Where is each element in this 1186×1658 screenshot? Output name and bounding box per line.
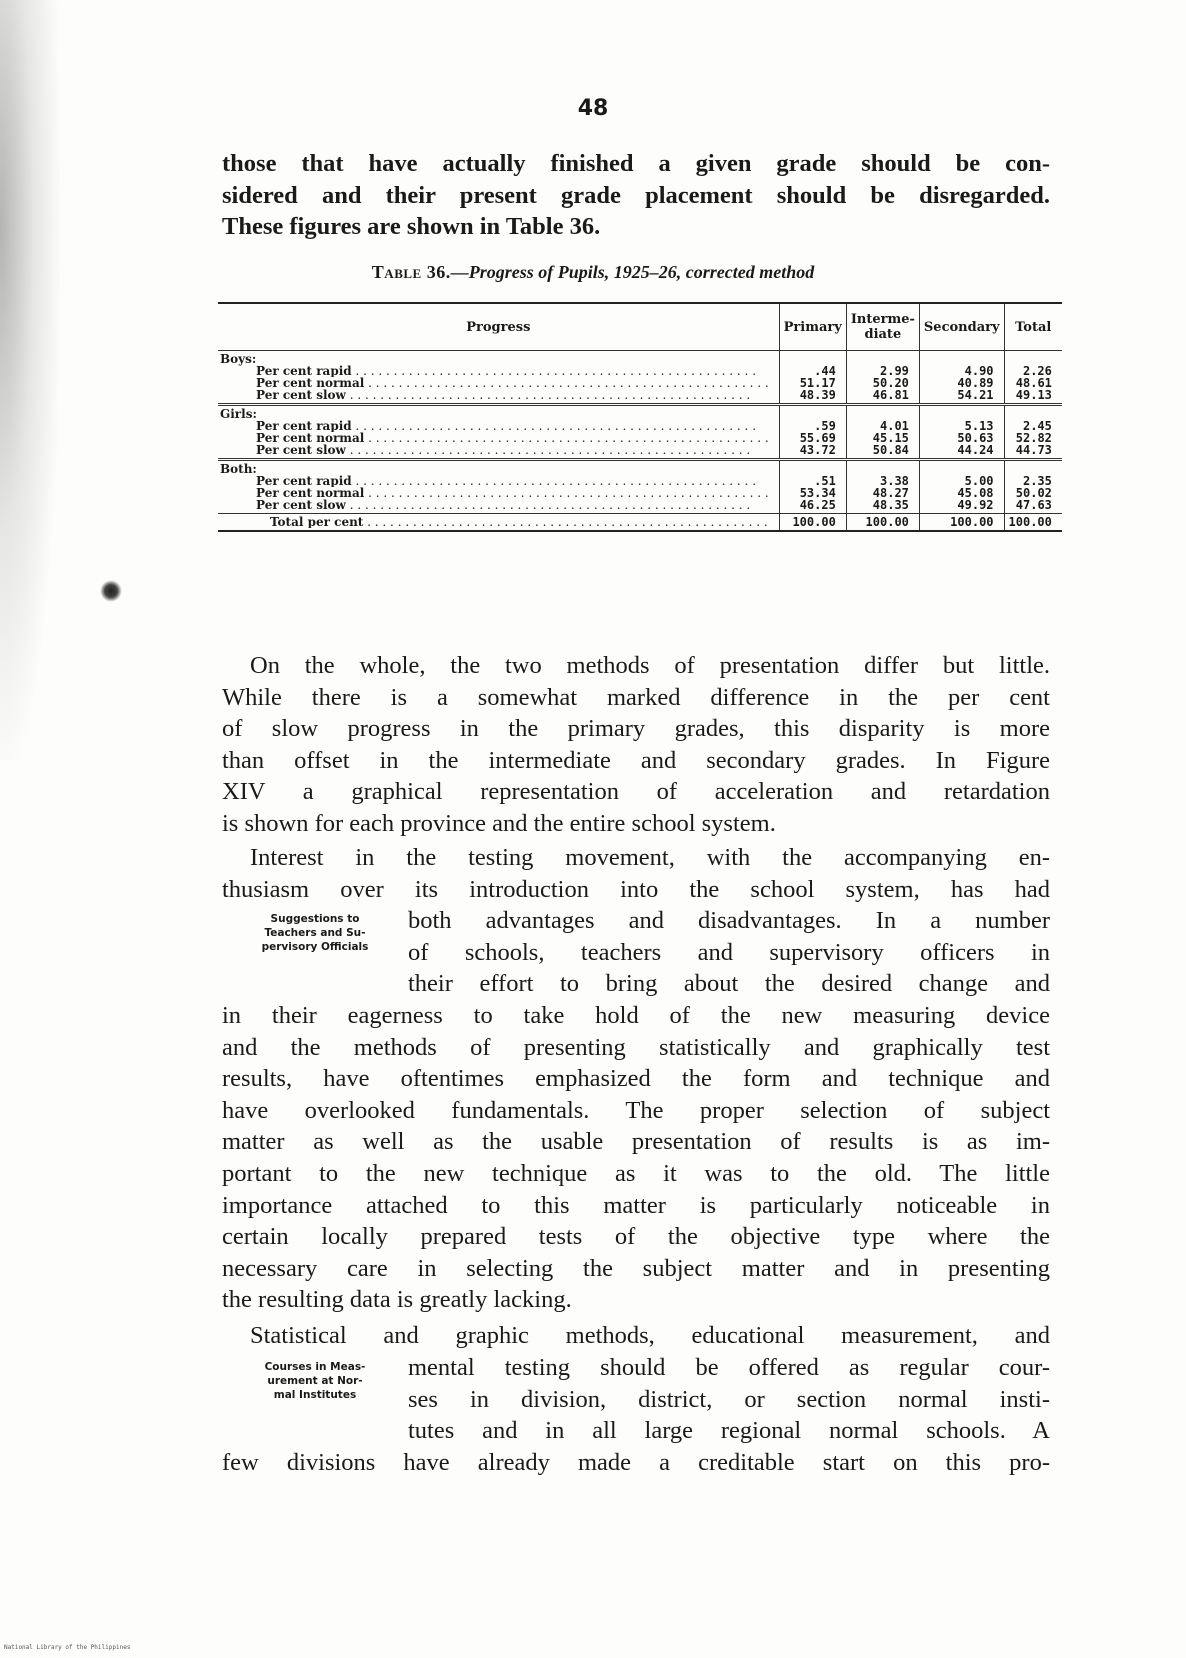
text-line: necessary care in selecting the subject matter and in presenting (222, 1254, 1050, 1282)
col-header-total: Total (1004, 303, 1062, 351)
table-cell: .59 (814, 419, 836, 433)
total-label: Total per cent . . . (220, 516, 769, 528)
ink-blot (100, 580, 122, 602)
table-cell: 48.35 (872, 498, 909, 512)
table-cell: 50.20 (872, 376, 909, 390)
margin-note-line: pervisory Officials (261, 941, 369, 953)
paragraph-testing-top (222, 842, 1050, 905)
table-cell: 44.24 (957, 443, 994, 457)
text-line: On the whole, the two methods of presentation differ but little. (250, 652, 1050, 679)
table-cell: 46.25 (799, 498, 836, 512)
table-cell: 40.89 (957, 376, 994, 390)
table-cell: 2.45 (1022, 419, 1052, 433)
table-cell: 44.73 (1015, 443, 1052, 457)
paragraph-testing-indent (408, 905, 1050, 1000)
table-cell: 5.00 (964, 474, 994, 488)
table-cell: 2.26 (1022, 364, 1052, 378)
table-group-both (218, 460, 1062, 514)
text-line: While there is a somewhat marked difference in the per cent (222, 683, 1050, 711)
table-cell: 47.63 (1015, 498, 1052, 512)
table-cell: 49.92 (957, 498, 994, 512)
table-cell: 45.15 (872, 431, 909, 445)
text-line: those that have actually finished a given grade should be con- (222, 150, 1050, 177)
text-line: is shown for each province and the entire school system. (222, 809, 776, 837)
intro-paragraph (222, 148, 1050, 243)
table-cell: 50.63 (957, 431, 994, 445)
page-number: 48 (577, 96, 609, 121)
margin-note-line: Suggestions to (270, 913, 360, 925)
scan-footer: National Library of the Philippines (4, 1644, 131, 1651)
paragraph-testing-bottom (222, 1000, 1050, 1316)
margin-note-line: mal Institutes (273, 1389, 357, 1401)
paragraph-courses-indent (408, 1352, 1050, 1447)
row-label: Per cent rapid . . . (220, 475, 769, 487)
table-cell: 2.35 (1022, 474, 1052, 488)
text-line: of schools, teachers and supervisory officers in (408, 938, 1050, 966)
text-line: ses in division, district, or section normal insti- (408, 1385, 1050, 1413)
group-label: Girls: (220, 407, 257, 421)
col-header-intermediate: Interme-diate (846, 303, 919, 351)
text-line: importance attached to this matter is particularly noticeable in (222, 1191, 1050, 1219)
group-label: Both: (220, 462, 257, 476)
table-group-boys (218, 351, 1062, 405)
table-cell: 100.00 (846, 514, 919, 532)
progress-table (218, 302, 1062, 532)
table-group-girls (218, 405, 1062, 460)
group-label: Boys: (220, 352, 257, 366)
table-cell: 48.61 (1015, 376, 1052, 390)
table-caption-label: Table 36. (371, 262, 451, 282)
table-cell: 4.01 (880, 419, 909, 433)
col-header-progress: Progress (218, 303, 779, 351)
table-cell: 45.08 (957, 486, 994, 500)
table-header-row (218, 303, 1062, 351)
table-cell: 49.13 (1015, 388, 1052, 402)
table-cell: 50.02 (1015, 486, 1052, 500)
table-cell: 43.72 (799, 443, 836, 457)
text-line: results, have oftentimes emphasized the form and technique and (222, 1065, 1050, 1093)
row-label: Per cent slow . . . (220, 499, 769, 511)
text-line: portant to the new technique as it was to the old. The little (222, 1159, 1050, 1187)
row-label: Per cent normal . . . (220, 432, 769, 444)
text-line: certain locally prepared tests of the objective type where the (222, 1223, 1050, 1251)
margin-note-line: urement at Nor- (267, 1375, 363, 1387)
text-line: few divisions have already made a creditable start on this pro- (222, 1449, 1050, 1476)
row-label: Per cent rapid . . . (220, 365, 769, 377)
row-label: Per cent rapid . . . (220, 420, 769, 432)
margin-note-line: Teachers and Su- (264, 927, 366, 939)
text-line: the resulting data is greatly lacking. (222, 1286, 572, 1314)
table-cell: 5.13 (964, 419, 994, 433)
table-cell: 46.81 (872, 388, 909, 402)
text-line: both advantages and disadvantages. In a number (408, 907, 1050, 934)
text-line: These figures are shown in Table 36. (222, 213, 601, 241)
text-line: tutes and in all large regional normal schools. A (408, 1417, 1050, 1445)
row-label: Per cent slow . . . (220, 389, 769, 401)
table-cell: 100.00 (1004, 514, 1062, 532)
text-line: of slow progress in the primary grades, this disparity is more (222, 715, 1050, 743)
text-line: in their eagerness to take hold of the new measuring device (222, 1002, 1050, 1029)
col-header-primary: Primary (779, 303, 846, 351)
text-line: Statistical and graphic methods, educational measurement, and (250, 1322, 1050, 1349)
table-cell: 4.90 (964, 364, 994, 378)
text-line: XIV a graphical representation of acceleration and retardation (222, 778, 1050, 806)
text-line: sidered and their present grade placement should be disregarded. (222, 181, 1050, 209)
col-header-secondary: Secondary (919, 303, 1004, 351)
text-line: thusiasm over its introduction into the school system, has had (222, 875, 1050, 903)
table-cell: .51 (814, 474, 836, 488)
table-cell: 52.82 (1015, 431, 1052, 445)
row-label: Per cent slow . . . (220, 444, 769, 456)
margin-note-line: Courses in Meas- (264, 1361, 366, 1373)
table-caption (0, 262, 1186, 283)
text-line: than offset in the intermediate and secondary grades. In Figure (222, 746, 1050, 774)
table-cell: 50.84 (872, 443, 909, 457)
table-cell: 53.34 (799, 486, 836, 500)
row-label: Per cent normal . . . (220, 377, 769, 389)
table-caption-text: —Progress of Pupils, 1925–26, corrected method (450, 262, 815, 282)
table-cell: 55.69 (799, 431, 836, 445)
table-cell: 3.38 (880, 474, 909, 488)
table-cell: 51.17 (799, 376, 836, 390)
table-cell: 100.00 (919, 514, 1004, 532)
paragraph-courses-bottom (222, 1447, 1050, 1479)
table-cell: 2.99 (880, 364, 909, 378)
margin-note-courses (240, 1360, 390, 1402)
text-line: and the methods of presenting statistically and graphically test (222, 1033, 1050, 1061)
table-total-row (218, 514, 1062, 532)
table-cell: .44 (814, 364, 836, 378)
table-cell: 100.00 (779, 514, 846, 532)
table-cell: 48.39 (799, 388, 836, 402)
text-line: matter as well as the usable presentation of results is as im- (222, 1128, 1050, 1156)
text-line: their effort to bring about the desired change and (408, 970, 1050, 998)
margin-note-suggestions (240, 912, 390, 954)
paragraph-courses-top (222, 1320, 1050, 1352)
paragraph-methods (222, 650, 1050, 840)
table-cell: 54.21 (957, 388, 994, 402)
table-cell: 48.27 (872, 486, 909, 500)
text-line: have overlooked fundamentals. The proper selection of subject (222, 1096, 1050, 1124)
text-line: Interest in the testing movement, with the accompanying en- (250, 844, 1050, 871)
row-label: Per cent normal . . . (220, 487, 769, 499)
text-line: mental testing should be offered as regular cour- (408, 1354, 1050, 1381)
